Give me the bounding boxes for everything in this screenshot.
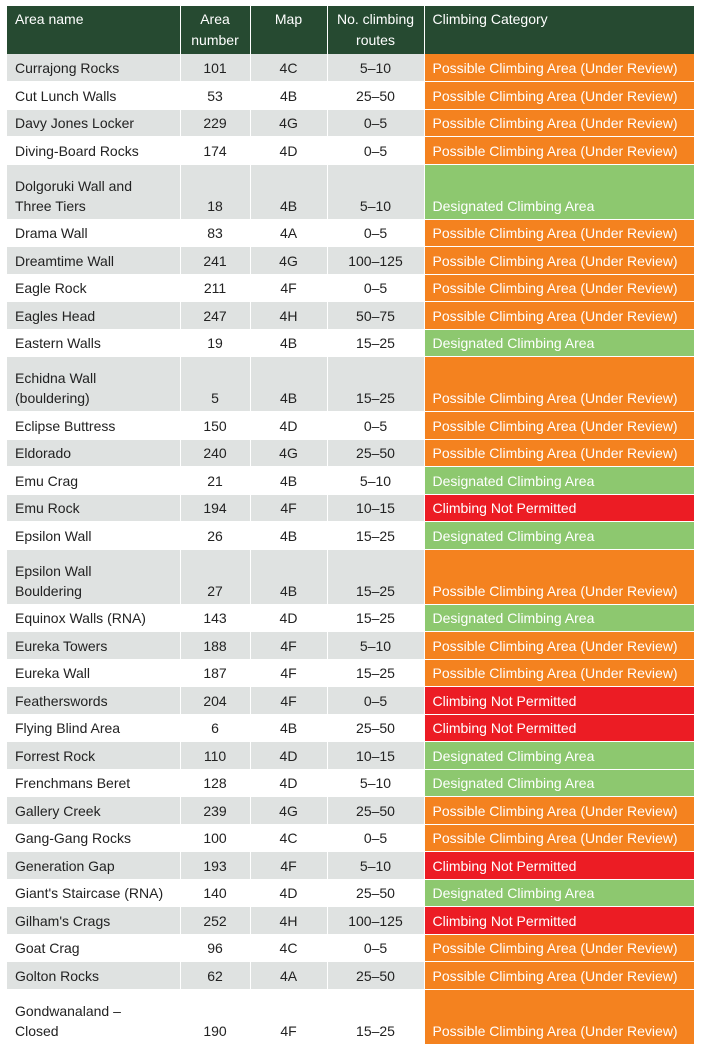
area-name-line: Eagles Head bbox=[15, 307, 96, 324]
area-number-cell: 62 bbox=[180, 962, 250, 990]
area-name-line: Emu Rock bbox=[15, 500, 80, 516]
climbing-routes-cell: 5–10 bbox=[327, 467, 424, 495]
climbing-routes-cell: 10–15 bbox=[327, 494, 424, 522]
climbing-routes-cell: 15–25 bbox=[327, 522, 424, 550]
climbing-routes-cell: 15–25 bbox=[327, 357, 424, 412]
area-name-cell bbox=[7, 659, 180, 687]
map-cell: 4C bbox=[250, 934, 327, 962]
climbing-category-cell: Possible Climbing Area (Under Review) bbox=[424, 54, 694, 82]
climbing-routes-cell: 0–5 bbox=[327, 219, 424, 247]
climbing-routes-cell: 0–5 bbox=[327, 934, 424, 962]
area-number-cell: 211 bbox=[180, 274, 250, 302]
table-row bbox=[7, 357, 694, 412]
table-row bbox=[7, 687, 694, 715]
map-cell: 4F bbox=[250, 852, 327, 880]
climbing-category-cell: Possible Climbing Area (Under Review) bbox=[424, 247, 694, 275]
climbing-category-cell: Possible Climbing Area (Under Review) bbox=[424, 549, 694, 604]
area-name-cell bbox=[7, 907, 180, 935]
area-name-cell bbox=[7, 274, 180, 302]
climbing-routes-cell: 25–50 bbox=[327, 879, 424, 907]
area-number-cell: 204 bbox=[180, 687, 250, 715]
area-name-cell bbox=[7, 962, 180, 990]
area-name-line: Giant's Staircase (RNA) bbox=[15, 885, 164, 901]
climbing-category-cell: Designated Climbing Area bbox=[424, 522, 694, 550]
area-name-line: Eclipse Buttress bbox=[15, 417, 116, 434]
area-number-cell: 194 bbox=[180, 494, 250, 522]
area-name-line: Bouldering bbox=[15, 582, 82, 599]
climbing-category-cell: Possible Climbing Area (Under Review) bbox=[424, 412, 694, 440]
climbing-routes-cell: 25–50 bbox=[327, 797, 424, 825]
area-name-line: Emu Crag bbox=[15, 472, 79, 489]
climbing-routes-cell: 5–10 bbox=[327, 632, 424, 660]
climbing-category-cell: Designated Climbing Area bbox=[424, 329, 694, 357]
area-name-line: Dreamtime Wall bbox=[15, 252, 115, 269]
table-row bbox=[7, 604, 694, 632]
climbing-category-cell: Climbing Not Permitted bbox=[424, 852, 694, 880]
area-name-line: Goat Crag bbox=[15, 940, 80, 956]
area-number-cell: 26 bbox=[180, 522, 250, 550]
area-number-cell: 229 bbox=[180, 109, 250, 137]
map-cell: 4G bbox=[250, 109, 327, 137]
climbing-category-cell: Designated Climbing Area bbox=[424, 467, 694, 495]
map-cell: 4B bbox=[250, 714, 327, 742]
area-number-cell: 6 bbox=[180, 714, 250, 742]
header-row bbox=[7, 6, 694, 54]
climbing-routes-cell: 15–25 bbox=[327, 989, 424, 1044]
area-number-cell: 193 bbox=[180, 852, 250, 880]
area-name-cell bbox=[7, 522, 180, 550]
map-cell: 4B bbox=[250, 357, 327, 412]
area-name-cell bbox=[7, 439, 180, 467]
climbing-category-cell: Possible Climbing Area (Under Review) bbox=[424, 302, 694, 330]
climbing-category-cell: Possible Climbing Area (Under Review) bbox=[424, 797, 694, 825]
table-row bbox=[7, 412, 694, 440]
map-cell: 4F bbox=[250, 274, 327, 302]
area-number-cell: 247 bbox=[180, 302, 250, 330]
header-climbing-routes bbox=[327, 6, 424, 54]
table-row bbox=[7, 164, 694, 219]
area-name-line: Frenchmans Beret bbox=[15, 775, 131, 791]
area-name-line: Eldorado bbox=[15, 445, 72, 461]
area-number-cell: 100 bbox=[180, 824, 250, 852]
table-row bbox=[7, 714, 694, 742]
map-cell: 4B bbox=[250, 329, 327, 357]
header-area-number-line1: Area bbox=[200, 11, 230, 27]
area-name-line: Currajong Rocks bbox=[15, 60, 120, 76]
area-number-cell: 96 bbox=[180, 934, 250, 962]
area-name-cell bbox=[7, 302, 180, 330]
table-row bbox=[7, 494, 694, 522]
area-name-cell bbox=[7, 357, 180, 412]
area-name-cell bbox=[7, 632, 180, 660]
area-name-cell bbox=[7, 824, 180, 852]
area-number-cell: 128 bbox=[180, 769, 250, 797]
area-name-line: Cut Lunch Walls bbox=[15, 87, 117, 104]
climbing-category-cell: Possible Climbing Area (Under Review) bbox=[424, 439, 694, 467]
area-name-line: Drama Wall bbox=[15, 225, 88, 241]
area-name-cell bbox=[7, 494, 180, 522]
area-name-line: Forrest Rock bbox=[15, 747, 96, 764]
area-number-cell: 240 bbox=[180, 439, 250, 467]
map-cell: 4B bbox=[250, 522, 327, 550]
climbing-category-cell: Possible Climbing Area (Under Review) bbox=[424, 989, 694, 1044]
header-area-name: Area name bbox=[7, 6, 180, 54]
climbing-category-cell: Designated Climbing Area bbox=[424, 742, 694, 770]
table-header bbox=[7, 6, 694, 54]
map-cell: 4G bbox=[250, 439, 327, 467]
climbing-routes-cell: 0–5 bbox=[327, 274, 424, 302]
area-name-cell bbox=[7, 549, 180, 604]
area-name-line: Closed bbox=[15, 1022, 59, 1039]
climbing-routes-cell: 0–5 bbox=[327, 137, 424, 165]
map-cell: 4F bbox=[250, 989, 327, 1044]
climbing-routes-cell: 100–125 bbox=[327, 247, 424, 275]
climbing-category-cell: Designated Climbing Area bbox=[424, 769, 694, 797]
climbing-routes-cell: 5–10 bbox=[327, 769, 424, 797]
area-number-cell: 143 bbox=[180, 604, 250, 632]
area-name-line: Eureka Wall bbox=[15, 665, 90, 681]
climbing-routes-cell: 0–5 bbox=[327, 687, 424, 715]
area-number-cell: 27 bbox=[180, 549, 250, 604]
table-row bbox=[7, 879, 694, 907]
map-cell: 4F bbox=[250, 632, 327, 660]
area-number-cell: 140 bbox=[180, 879, 250, 907]
map-cell: 4B bbox=[250, 467, 327, 495]
table-row bbox=[7, 247, 694, 275]
climbing-routes-cell: 100–125 bbox=[327, 907, 424, 935]
map-cell: 4G bbox=[250, 797, 327, 825]
area-number-cell: 53 bbox=[180, 82, 250, 110]
map-cell: 4B bbox=[250, 164, 327, 219]
climbing-category-cell: Designated Climbing Area bbox=[424, 604, 694, 632]
climbing-category-cell: Climbing Not Permitted bbox=[424, 687, 694, 715]
area-name-line: Gallery Creek bbox=[15, 802, 101, 819]
climbing-category-cell: Designated Climbing Area bbox=[424, 879, 694, 907]
map-cell: 4A bbox=[250, 962, 327, 990]
area-name-cell bbox=[7, 329, 180, 357]
climbing-category-cell: Possible Climbing Area (Under Review) bbox=[424, 219, 694, 247]
area-name-line: Eagle Rock bbox=[15, 280, 87, 296]
area-name-cell bbox=[7, 879, 180, 907]
area-name-cell bbox=[7, 109, 180, 137]
table-row bbox=[7, 82, 694, 110]
climbing-routes-cell: 50–75 bbox=[327, 302, 424, 330]
area-name-cell bbox=[7, 797, 180, 825]
table-row bbox=[7, 439, 694, 467]
area-number-cell: 21 bbox=[180, 467, 250, 495]
climbing-routes-cell: 25–50 bbox=[327, 714, 424, 742]
table-row bbox=[7, 824, 694, 852]
climbing-category-cell: Possible Climbing Area (Under Review) bbox=[424, 659, 694, 687]
climbing-routes-cell: 5–10 bbox=[327, 852, 424, 880]
area-number-cell: 101 bbox=[180, 54, 250, 82]
table-row bbox=[7, 54, 694, 82]
climbing-category-cell: Climbing Not Permitted bbox=[424, 494, 694, 522]
area-name-line: Echidna Wall bbox=[15, 370, 97, 386]
area-name-line: Flying Blind Area bbox=[15, 720, 121, 736]
area-number-cell: 188 bbox=[180, 632, 250, 660]
map-cell: 4C bbox=[250, 54, 327, 82]
area-name-line: Golton Rocks bbox=[15, 967, 100, 984]
header-area-number bbox=[180, 6, 250, 54]
table-row bbox=[7, 797, 694, 825]
climbing-category-cell: Possible Climbing Area (Under Review) bbox=[424, 824, 694, 852]
map-cell: 4D bbox=[250, 879, 327, 907]
table-row bbox=[7, 467, 694, 495]
area-name-cell bbox=[7, 852, 180, 880]
map-cell: 4H bbox=[250, 907, 327, 935]
climbing-category-cell: Possible Climbing Area (Under Review) bbox=[424, 934, 694, 962]
area-name-line: Davy Jones Locker bbox=[15, 115, 135, 131]
area-name-cell bbox=[7, 54, 180, 82]
climbing-routes-cell: 25–50 bbox=[327, 439, 424, 467]
area-number-cell: 187 bbox=[180, 659, 250, 687]
map-cell: 4H bbox=[250, 302, 327, 330]
map-cell: 4D bbox=[250, 412, 327, 440]
table-row bbox=[7, 109, 694, 137]
area-number-cell: 190 bbox=[180, 989, 250, 1044]
area-number-cell: 19 bbox=[180, 329, 250, 357]
climbing-routes-cell: 5–10 bbox=[327, 54, 424, 82]
header-routes-line1: No. climbing bbox=[336, 11, 415, 27]
map-cell: 4D bbox=[250, 769, 327, 797]
header-area-number-line2: number bbox=[191, 32, 239, 48]
area-name-cell bbox=[7, 247, 180, 275]
map-cell: 4D bbox=[250, 604, 327, 632]
table-row bbox=[7, 219, 694, 247]
climbing-category-cell: Designated Climbing Area bbox=[424, 164, 694, 219]
table-row bbox=[7, 302, 694, 330]
area-number-cell: 150 bbox=[180, 412, 250, 440]
area-name-cell bbox=[7, 604, 180, 632]
area-name-cell bbox=[7, 769, 180, 797]
area-name-line: Three Tiers bbox=[15, 197, 86, 214]
climbing-routes-cell: 15–25 bbox=[327, 329, 424, 357]
area-name-cell bbox=[7, 467, 180, 495]
climbing-routes-cell: 15–25 bbox=[327, 549, 424, 604]
area-name-cell bbox=[7, 219, 180, 247]
climbing-category-cell: Possible Climbing Area (Under Review) bbox=[424, 632, 694, 660]
area-name-cell bbox=[7, 137, 180, 165]
area-name-line: Featherswords bbox=[15, 692, 108, 709]
area-name-line: Gang-Gang Rocks bbox=[15, 830, 131, 846]
header-climbing-category: Climbing Category bbox=[424, 6, 694, 54]
area-number-cell: 241 bbox=[180, 247, 250, 275]
table-row bbox=[7, 742, 694, 770]
climbing-category-cell: Climbing Not Permitted bbox=[424, 907, 694, 935]
table-row bbox=[7, 522, 694, 550]
table-row bbox=[7, 659, 694, 687]
table-row bbox=[7, 137, 694, 165]
area-name-cell bbox=[7, 989, 180, 1044]
area-name-line: Epsilon Wall bbox=[15, 527, 92, 544]
climbing-category-cell: Possible Climbing Area (Under Review) bbox=[424, 109, 694, 137]
area-name-line: Generation Gap bbox=[15, 857, 115, 874]
area-number-cell: 110 bbox=[180, 742, 250, 770]
map-cell: 4B bbox=[250, 82, 327, 110]
area-name-cell bbox=[7, 742, 180, 770]
area-name-cell bbox=[7, 164, 180, 219]
climbing-routes-cell: 0–5 bbox=[327, 109, 424, 137]
map-cell: 4F bbox=[250, 687, 327, 715]
table-row bbox=[7, 329, 694, 357]
table-row bbox=[7, 962, 694, 990]
area-name-line: Gondwanaland – bbox=[15, 1002, 121, 1019]
area-number-cell: 174 bbox=[180, 137, 250, 165]
climbing-routes-cell: 10–15 bbox=[327, 742, 424, 770]
climbing-routes-cell: 15–25 bbox=[327, 659, 424, 687]
climbing-routes-cell: 0–5 bbox=[327, 824, 424, 852]
table-row bbox=[7, 769, 694, 797]
header-map: Map bbox=[250, 6, 327, 54]
climbing-category-cell: Possible Climbing Area (Under Review) bbox=[424, 274, 694, 302]
climbing-routes-cell: 0–5 bbox=[327, 412, 424, 440]
map-cell: 4D bbox=[250, 742, 327, 770]
area-name-line: (bouldering) bbox=[15, 390, 90, 406]
map-cell: 4C bbox=[250, 824, 327, 852]
map-cell: 4G bbox=[250, 247, 327, 275]
area-name-line: Equinox Walls (RNA) bbox=[15, 610, 146, 626]
area-name-cell bbox=[7, 412, 180, 440]
area-number-cell: 5 bbox=[180, 357, 250, 412]
table-row bbox=[7, 549, 694, 604]
map-cell: 4B bbox=[250, 549, 327, 604]
map-cell: 4F bbox=[250, 494, 327, 522]
climbing-category-cell: Possible Climbing Area (Under Review) bbox=[424, 82, 694, 110]
area-name-cell bbox=[7, 687, 180, 715]
area-name-line: Eureka Towers bbox=[15, 637, 108, 654]
table-row bbox=[7, 274, 694, 302]
map-cell: 4F bbox=[250, 659, 327, 687]
area-name-line: Epsilon Wall bbox=[15, 562, 92, 579]
header-routes-line2: routes bbox=[356, 32, 395, 48]
area-name-cell bbox=[7, 934, 180, 962]
area-name-line: Diving-Board Rocks bbox=[15, 142, 139, 159]
table-row bbox=[7, 632, 694, 660]
area-number-cell: 239 bbox=[180, 797, 250, 825]
area-number-cell: 83 bbox=[180, 219, 250, 247]
area-number-cell: 18 bbox=[180, 164, 250, 219]
climbing-category-cell: Possible Climbing Area (Under Review) bbox=[424, 137, 694, 165]
area-name-line: Eastern Walls bbox=[15, 335, 101, 351]
climbing-routes-cell: 15–25 bbox=[327, 604, 424, 632]
climbing-routes-cell: 25–50 bbox=[327, 82, 424, 110]
area-number-cell: 252 bbox=[180, 907, 250, 935]
climbing-routes-cell: 25–50 bbox=[327, 962, 424, 990]
area-name-cell bbox=[7, 714, 180, 742]
climbing-category-cell: Possible Climbing Area (Under Review) bbox=[424, 962, 694, 990]
table-row bbox=[7, 852, 694, 880]
map-cell: 4D bbox=[250, 137, 327, 165]
climbing-category-cell: Possible Climbing Area (Under Review) bbox=[424, 357, 694, 412]
table-row bbox=[7, 989, 694, 1044]
table-body bbox=[7, 54, 694, 1044]
map-cell: 4A bbox=[250, 219, 327, 247]
climbing-areas-table bbox=[7, 6, 694, 1045]
climbing-category-cell: Climbing Not Permitted bbox=[424, 714, 694, 742]
area-name-line: Gilham's Crags bbox=[15, 912, 111, 929]
area-name-cell bbox=[7, 82, 180, 110]
climbing-routes-cell: 5–10 bbox=[327, 164, 424, 219]
table-row bbox=[7, 907, 694, 935]
area-name-line: Dolgoruki Wall and bbox=[15, 177, 132, 194]
table-row bbox=[7, 934, 694, 962]
